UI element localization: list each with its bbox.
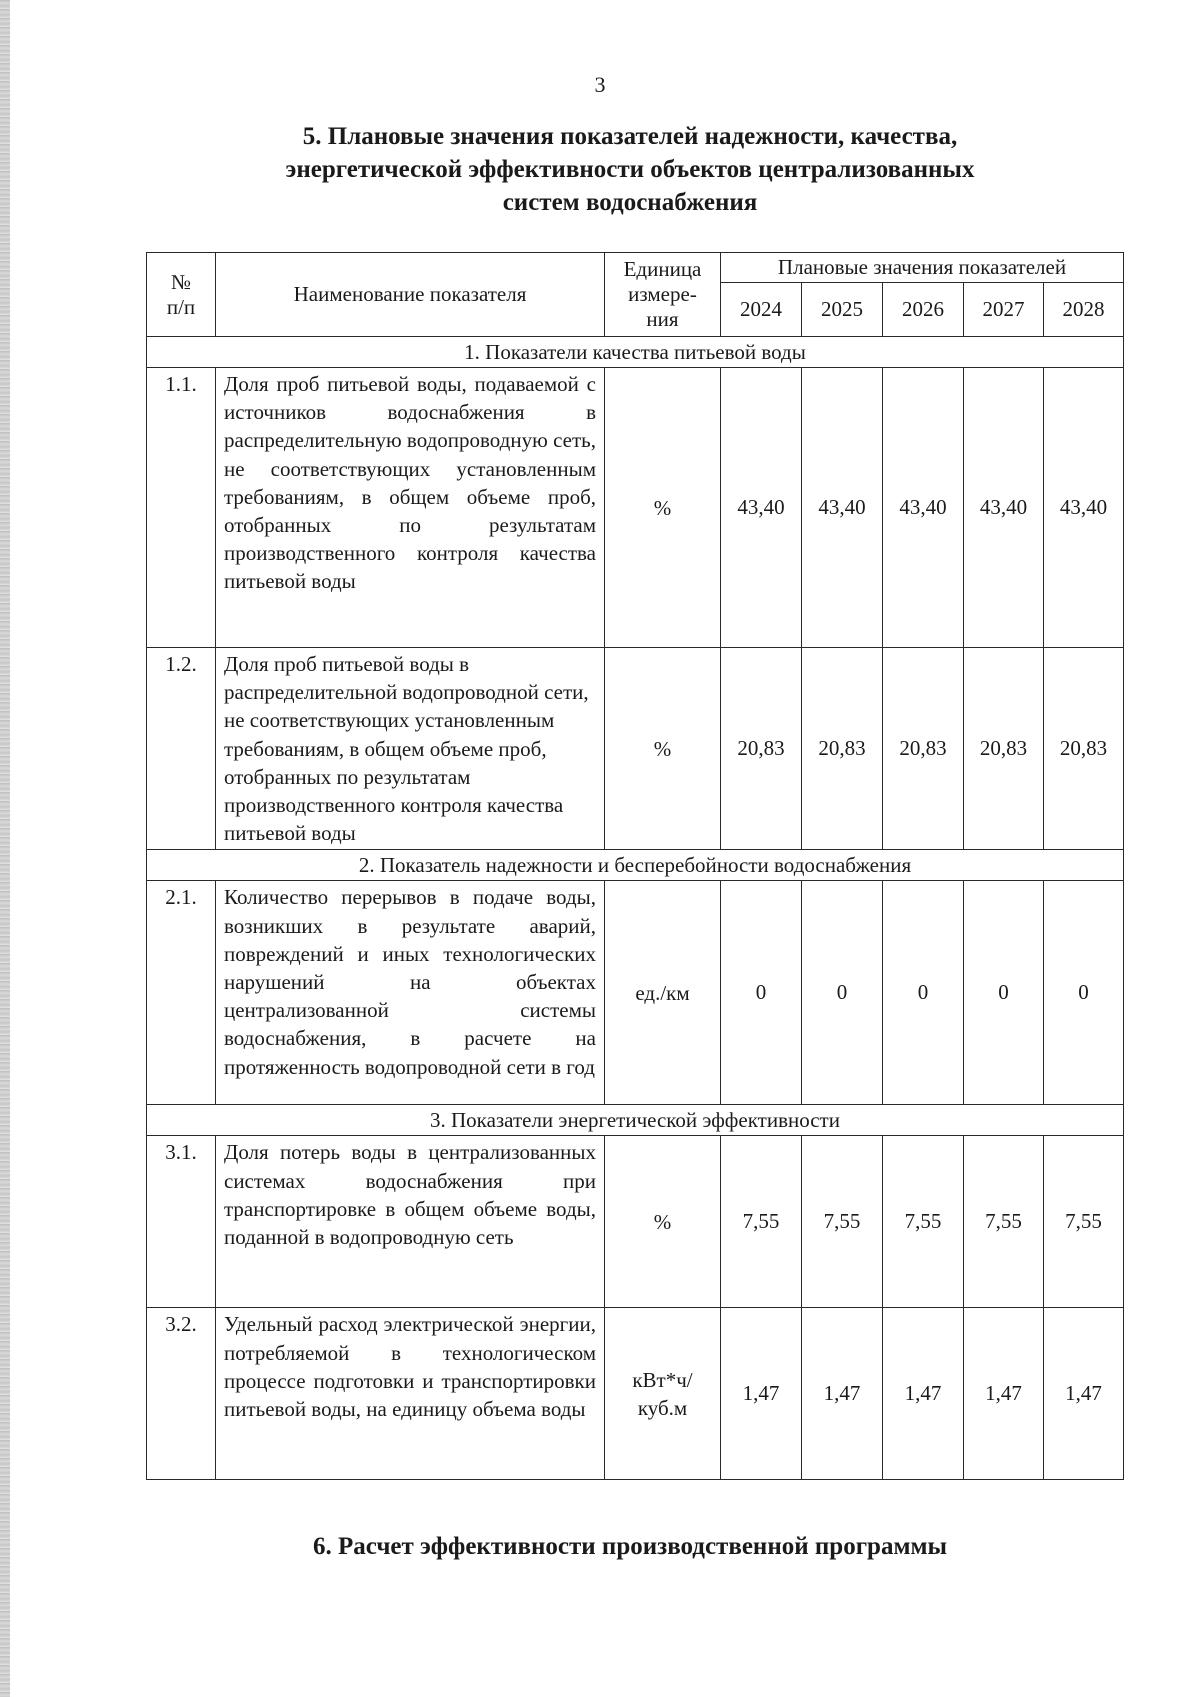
row-value-2-1-2028: 0 xyxy=(1044,881,1124,1105)
header-name-cell: Наименование показателя xyxy=(216,253,605,337)
row-unit-2-1: ед./км xyxy=(605,881,721,1105)
table-row xyxy=(147,648,1124,850)
row-name-1-1: Доля проб питьевой воды, подаваемой с источников водоснабжения в распределительную водопроводную сеть, не соответствующих установленным требованиям, в общем объеме проб, отобранных по результатам производственного контроля качества питьевой воды xyxy=(216,368,605,648)
row-value-3-1-2024: 7,55 xyxy=(721,1136,802,1308)
row-num-3-2: 3.2. xyxy=(147,1308,216,1480)
header-unit-line-3: ния xyxy=(646,307,679,331)
header-unit-line-1: Единица xyxy=(623,257,702,281)
row-value-1-2-2026: 20,83 xyxy=(883,648,964,850)
row-num-3-1: 3.1. xyxy=(147,1136,216,1308)
row-value-3-1-2025: 7,55 xyxy=(802,1136,883,1308)
header-num-cell xyxy=(147,253,216,337)
table-row xyxy=(147,1136,1124,1308)
row-name-2-1: Количество перерывов в подаче воды, возникших в результате аварий, повреждений и иных технологических нарушений на объектах централизованной системы водоснабжения, в расчете на протяженность водопроводной сети в год xyxy=(216,881,605,1105)
header-year-2024: 2024 xyxy=(721,283,802,337)
indicators-table xyxy=(146,252,1124,1480)
row-value-1-2-2028: 20,83 xyxy=(1044,648,1124,850)
page-number: 3 xyxy=(594,72,606,97)
header-year-2028: 2028 xyxy=(1044,283,1124,337)
row-value-3-1-2026: 7,55 xyxy=(883,1136,964,1308)
row-value-2-1-2024: 0 xyxy=(721,881,802,1105)
row-num-1-2: 1.2. xyxy=(147,648,216,850)
group-row-3 xyxy=(147,1105,1124,1136)
row-unit-3-2 xyxy=(605,1308,721,1480)
row-num-1-1: 1.1. xyxy=(147,368,216,648)
section-5-title xyxy=(170,120,1090,219)
row-value-2-1-2027: 0 xyxy=(964,881,1044,1105)
header-year-2027: 2027 xyxy=(964,283,1044,337)
row-value-3-2-2025: 1,47 xyxy=(802,1308,883,1480)
row-value-3-2-2024: 1,47 xyxy=(721,1308,802,1480)
header-year-2025: 2025 xyxy=(802,283,883,337)
group-title-1: 1. Показатели качества питьевой воды xyxy=(147,337,1124,368)
row-value-1-2-2024: 20,83 xyxy=(721,648,802,850)
row-value-1-1-2028: 43,40 xyxy=(1044,368,1124,648)
table-header-row-1 xyxy=(147,253,1124,283)
row-value-3-2-2028: 1,47 xyxy=(1044,1308,1124,1480)
group-title-3: 3. Показатели энергетической эффективности xyxy=(147,1105,1124,1136)
row-value-3-2-2027: 1,47 xyxy=(964,1308,1044,1480)
group-row-2 xyxy=(147,850,1124,881)
row-unit-3-2-line-1: кВт*ч/ xyxy=(632,1367,693,1392)
row-value-1-1-2025: 43,40 xyxy=(802,368,883,648)
table-row xyxy=(147,881,1124,1105)
row-value-3-2-2026: 1,47 xyxy=(883,1308,964,1480)
row-name-3-1: Доля потерь воды в централизованных системах водоснабжения при транспортировке в общем объеме воды, поданной в водопроводную сеть xyxy=(216,1136,605,1308)
group-title-2: 2. Показатель надежности и бесперебойности водоснабжения xyxy=(147,850,1124,881)
row-num-2-1: 2.1. xyxy=(147,881,216,1105)
section-5-title-line-2: энергетической эффективности объектов централизованных xyxy=(285,156,975,183)
section-5-title-line-3: систем водоснабжения xyxy=(502,189,758,216)
row-value-2-1-2025: 0 xyxy=(802,881,883,1105)
row-value-1-2-2025: 20,83 xyxy=(802,648,883,850)
section-5-title-line-1: 5. Плановые значения показателей надежности, качества, xyxy=(302,123,958,150)
row-unit-1-2: % xyxy=(605,648,721,850)
table-row xyxy=(147,1308,1124,1480)
row-unit-3-2-line-2: куб.м xyxy=(637,1395,688,1420)
row-name-3-2: Удельный расход электрической энергии, потребляемой в технологическом процессе подготовки и транспортировки питьевой воды, на единицу объема воды xyxy=(216,1308,605,1480)
row-value-3-1-2027: 7,55 xyxy=(964,1136,1044,1308)
row-value-3-1-2028: 7,55 xyxy=(1044,1136,1124,1308)
row-unit-1-1: % xyxy=(605,368,721,648)
header-unit-line-2: измере- xyxy=(628,282,697,306)
section-6-title: 6. Расчет эффективности производственной программы xyxy=(312,1533,948,1560)
row-name-1-2: Доля проб питьевой воды в распределительной водопроводной сети, не соответствующих установленным требованиям, в общем объеме проб, отобранных по результатам производственного контроля качества питьевой воды xyxy=(216,648,605,850)
header-planned-values: Плановые значения показателей xyxy=(721,253,1124,283)
row-value-2-1-2026: 0 xyxy=(883,881,964,1105)
row-value-1-1-2026: 43,40 xyxy=(883,368,964,648)
header-year-2026: 2026 xyxy=(883,283,964,337)
header-num-line-1: № xyxy=(170,269,192,294)
table-row xyxy=(147,368,1124,648)
scan-edge-shadow xyxy=(0,0,10,1697)
row-unit-3-1: % xyxy=(605,1136,721,1308)
row-value-1-2-2027: 20,83 xyxy=(964,648,1044,850)
header-unit-cell xyxy=(605,253,721,337)
row-value-1-1-2024: 43,40 xyxy=(721,368,802,648)
row-value-1-1-2027: 43,40 xyxy=(964,368,1044,648)
group-row-1 xyxy=(147,337,1124,368)
header-num-line-2: п/п xyxy=(166,294,196,319)
